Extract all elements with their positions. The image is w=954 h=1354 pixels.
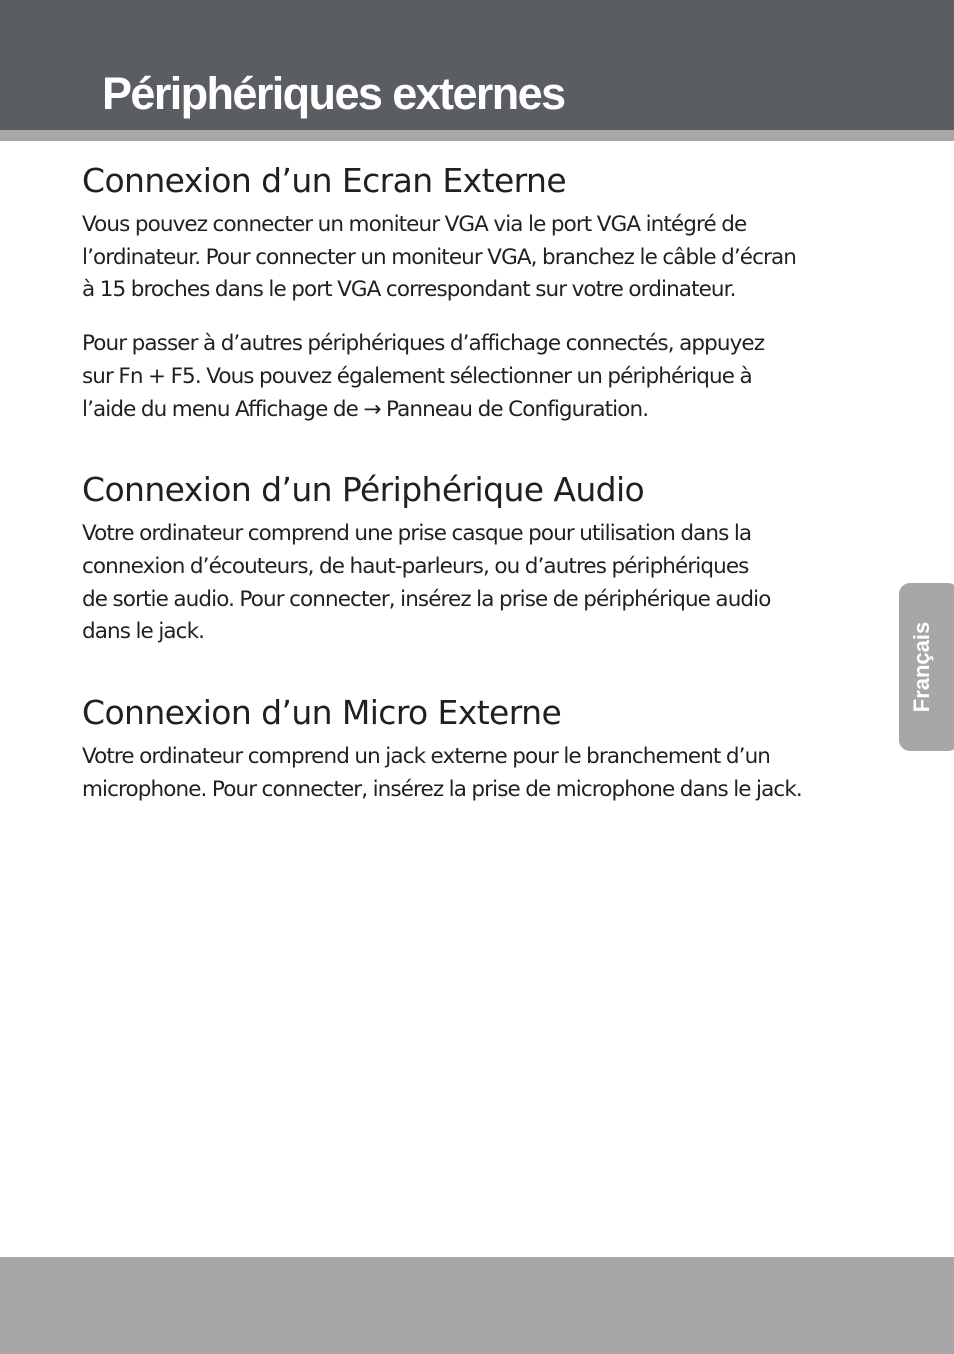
- text-line: [82, 394, 877, 427]
- text-line: Vous pouvez connecter un moniteur VGA via le port VGA intégré de: [82, 212, 747, 237]
- section-heading-audio-device: Connexion d’un Périphérique Audio: [82, 470, 645, 510]
- text-line: microphone. Pour connecter, insérez la prise de microphone dans le jack.: [82, 776, 802, 802]
- text-fragment: l’aide du menu Affichage de: [82, 396, 358, 422]
- text-line: connexion d’écouteurs, de haut-parleurs, ou d’autres périphériques: [82, 553, 749, 579]
- text-line: à 15 broches dans le port VGA correspondant sur votre ordinateur.: [82, 277, 736, 303]
- paragraph-mic-connection: [82, 741, 877, 806]
- section-heading-external-screen: Connexion d’un Ecran Externe: [82, 161, 567, 200]
- text-line: Votre ordinateur comprend une prise casque pour utilisation dans la: [82, 521, 752, 547]
- section-heading-external-mic: Connexion d’un Micro Externe: [82, 693, 562, 733]
- arrow-right-icon: →: [363, 396, 381, 422]
- text-line: de sortie audio. Pour connecter, insérez la prise de périphérique audio: [82, 586, 771, 612]
- text-line: dans le jack.: [82, 619, 205, 645]
- page-title: Périphériques externes: [102, 68, 565, 119]
- paragraph-vga-connection: [82, 209, 877, 307]
- text-line: Votre ordinateur comprend un jack externe pour le branchement d’un: [82, 744, 771, 770]
- paragraph-display-switch: [82, 328, 877, 426]
- footer-band: [0, 1257, 954, 1354]
- text-line: l’ordinateur. Pour connecter un moniteur VGA, branchez le câble d’écran: [82, 244, 796, 270]
- text-line: sur Fn + F5. Vous pouvez également sélectionner un périphérique à: [82, 363, 752, 389]
- header-stripe: [0, 130, 954, 141]
- paragraph-audio-connection: [82, 518, 877, 649]
- language-tab-label: Français: [909, 621, 934, 713]
- text-fragment: Panneau de Configuration.: [386, 396, 649, 422]
- main-content: [82, 158, 877, 806]
- text-line: Pour passer à d’autres périphériques d’affichage connectés, appuyez: [82, 331, 765, 357]
